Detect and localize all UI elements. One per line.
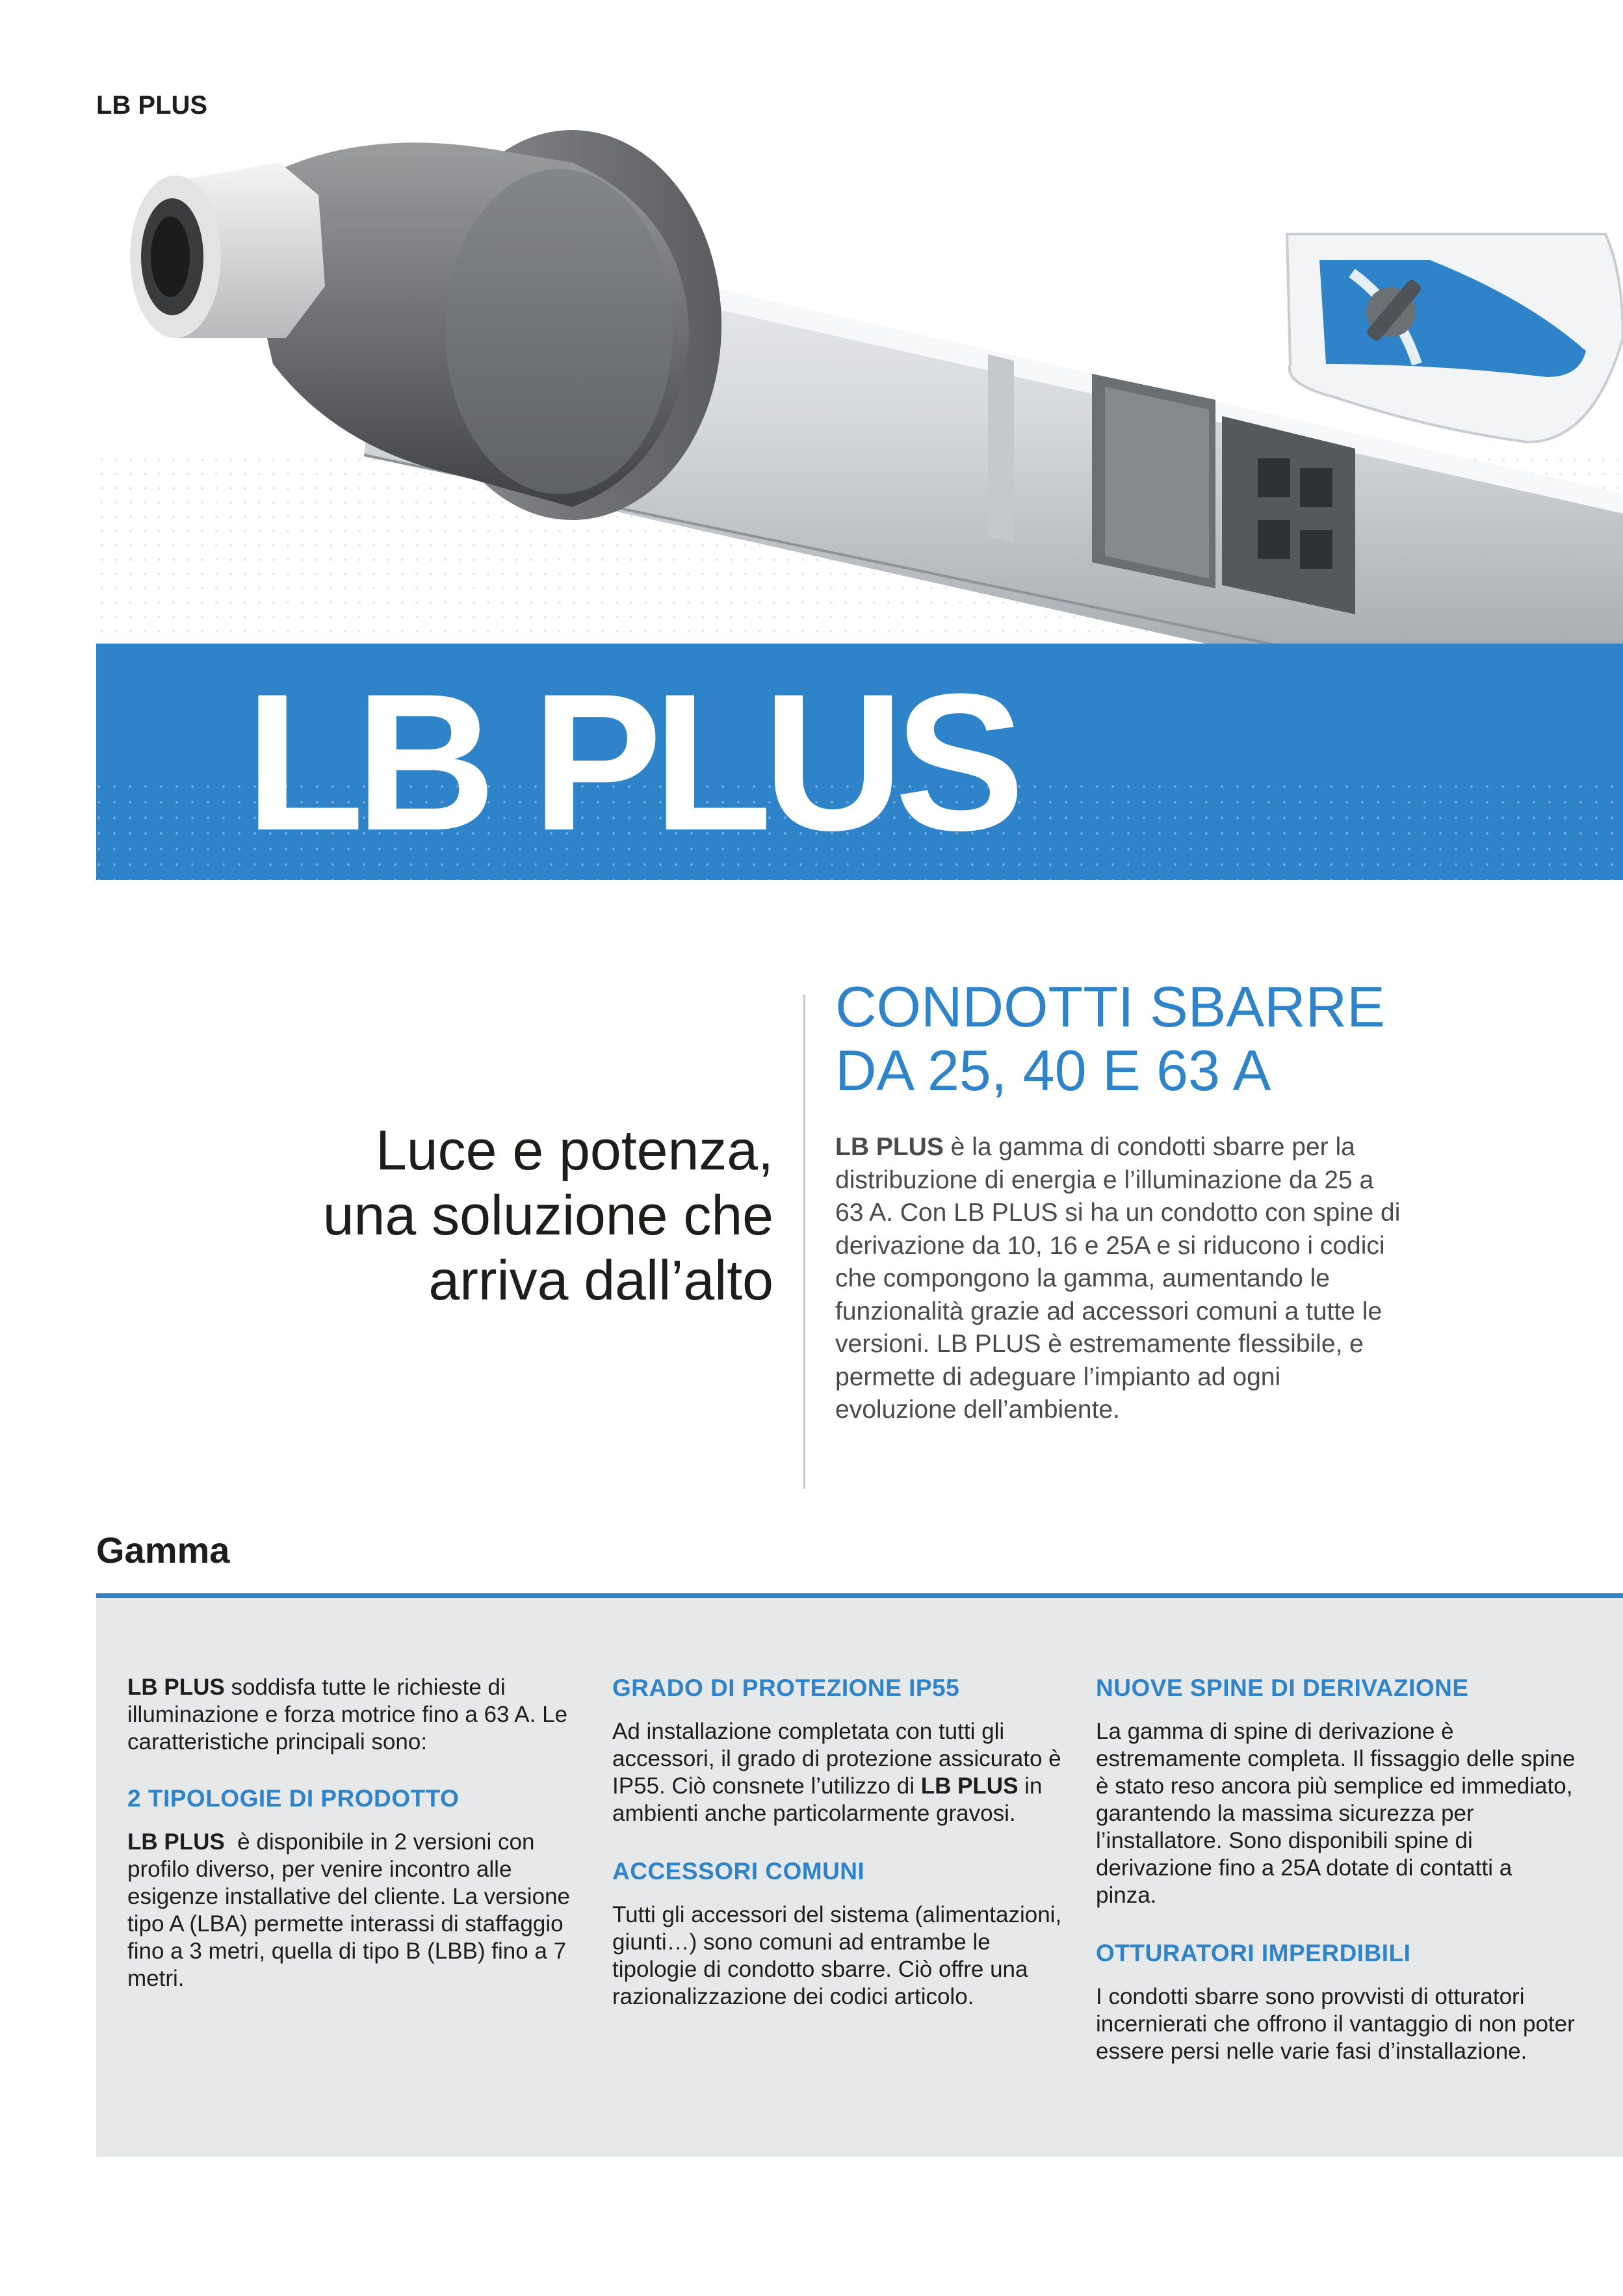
vertical-divider: [803, 995, 805, 1489]
col2-body-1-text-a: Ad installazione completata con tutti gli accessori, il grado di protezione assicurato è IP55. Ciò consnete l’utilizzo di: [612, 1719, 1061, 1799]
col3-heading-2: OTTURATORI IMPERDIBILI: [1096, 1940, 1411, 1966]
col3-body-1: La gamma di spine di derivazione è estremamente completa. Il fissaggio delle spine è stato reso ancora più semplice ed immediato, garantendo la massima sicurezza per l’installatore. Sono disponibili spine di derivazione fino a 25A dotate di contatti a pinza.: [1096, 1719, 1576, 1908]
col3-body-2: I condotti sbarre sono provvisti di otturatori incernierati che offrono il vantaggio di non poter essere persi nelle varie fasi d’installazione.: [1096, 1984, 1575, 2064]
col1-body: [127, 1829, 582, 1992]
headline: [130, 1118, 773, 1313]
col1-body-brand: LB PLUS: [127, 1829, 225, 1855]
col3-heading-1: NUOVE SPINE DI DERIVAZIONE: [1096, 1675, 1469, 1701]
headline-line: Luce e potenza,: [375, 1119, 773, 1182]
col2-heading-2: ACCESSORI COMUNI: [612, 1858, 865, 1885]
gamma-column-2: [612, 1674, 1067, 2011]
intro-brand: LB PLUS: [835, 1133, 944, 1161]
col1-intro: [127, 1674, 582, 1756]
col2-body-1-brand: LB PLUS: [920, 1773, 1019, 1799]
intro-text: è la gamma di condotti sbarre per la distribuzione di energia e l’illuminazione da 25 a 63 A. Con LB PLUS si ha un condotto con spine di derivazione da 10, 16 e 25A e si riducono i codici che compongono la gamma, aumentando le funzionalità grazie ad accessori comuni a tutte le versioni. LB PLUS è estremamente flessibile, e permette di adeguare l’impianto ad ogni evoluzione dell’ambiente.: [835, 1133, 1401, 1424]
gamma-heading: Gamma: [96, 1530, 230, 1571]
col1-intro-brand: LB PLUS: [127, 1675, 225, 1700]
hero-product-image: [0, 104, 1623, 663]
subtitle-line: DA 25, 40 E 63 A: [835, 1038, 1271, 1102]
col2-heading-1: GRADO DI PROTEZIONE IP55: [612, 1675, 960, 1701]
col2-body-1: [612, 1718, 1067, 1827]
col2-body-2: Tutti gli accessori del sistema (alimentazioni, giunti…) sono comuni ad entrambe le tipologie di condotto sbarre. Ciò offre una razionalizzazione dei codici articolo.: [612, 1902, 1062, 2009]
headline-line: arriva dall’alto: [428, 1249, 773, 1312]
col1-body-text: è disponibile in 2 versioni con profilo diverso, per venire incontro alle esigenze installative del cliente. La versione tipo A (LBA) permette interassi di staffaggio fino a 3 metri, quella di tipo B (LBB) fino a 7 metri.: [127, 1829, 577, 1991]
banner-title: LB PLUS: [245, 653, 1016, 871]
subtitle-line: CONDOTTI SBARRE: [835, 974, 1385, 1039]
section-subtitle: [835, 975, 1550, 1102]
gamma-rule: [96, 1593, 1623, 1598]
document-header-label: LB PLUS: [96, 91, 208, 120]
headline-line: una soluzione che: [322, 1184, 773, 1247]
gamma-column-3: [1096, 1674, 1577, 2065]
col1-intro-text: soddisfa tutte le richieste di illuminazione e forza motrice fino a 63 A. Le caratteristiche principali sono:: [127, 1675, 568, 1755]
col2-body-1-text-b: in ambienti anche particolarmente gravosi.: [612, 1773, 1043, 1826]
intro-paragraph: [835, 1131, 1407, 1427]
col1-heading: 2 TIPOLOGIE DI PRODOTTO: [127, 1785, 460, 1812]
gamma-column-1: [127, 1674, 582, 1992]
